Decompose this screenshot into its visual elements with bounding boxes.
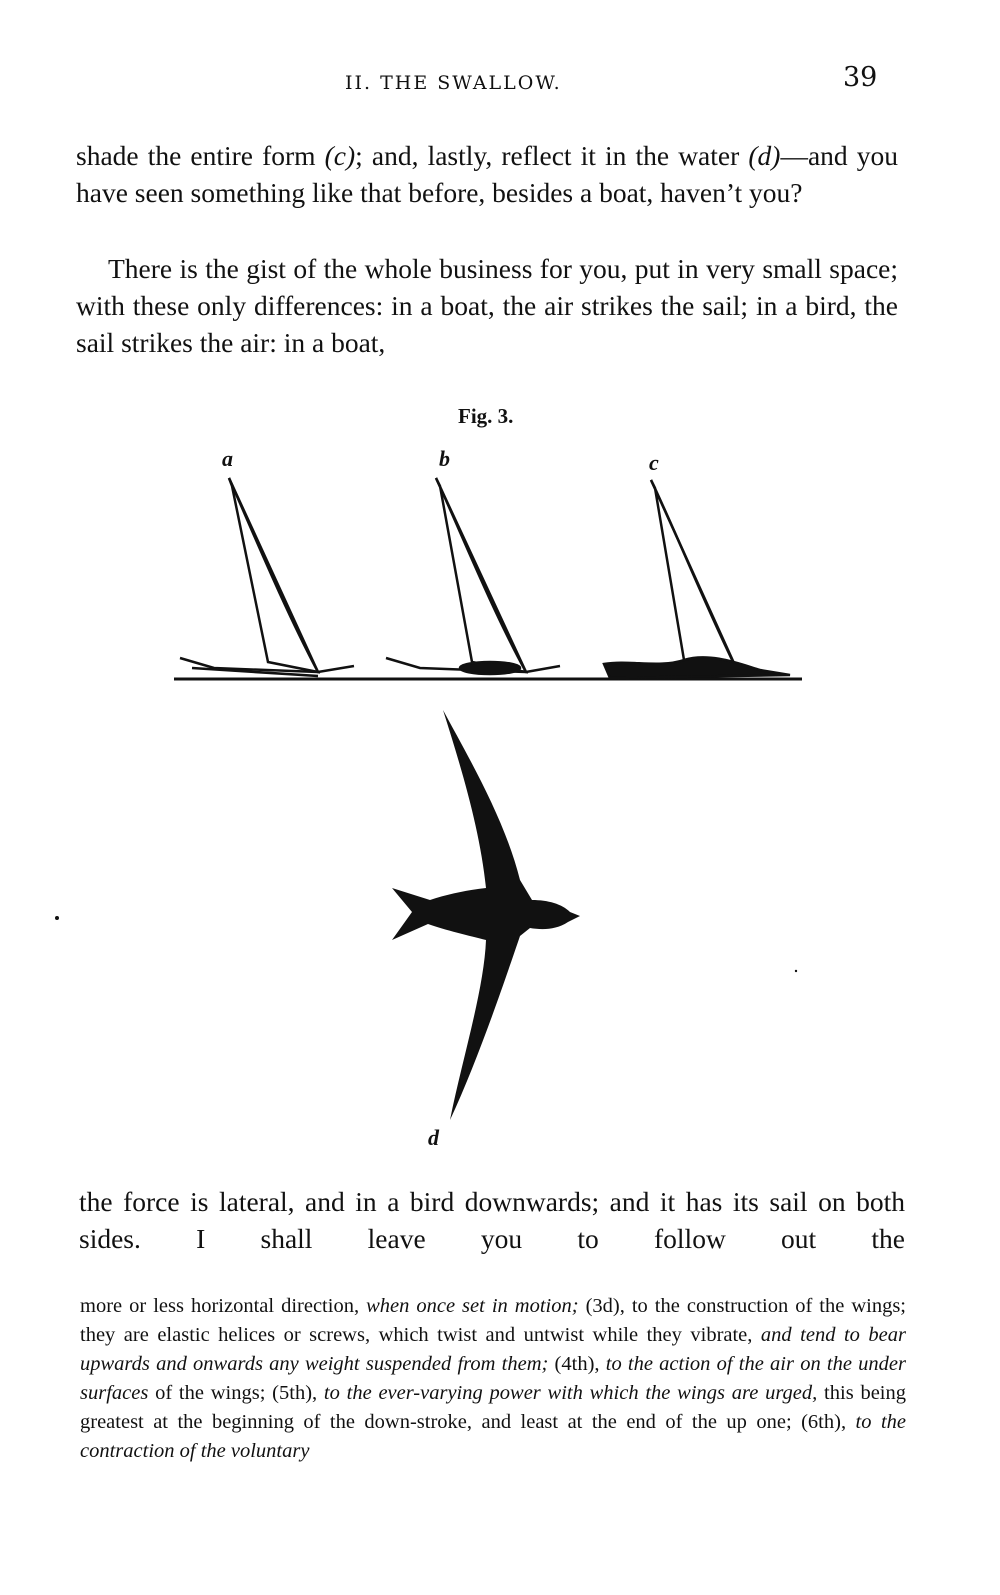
footnote — [80, 1292, 906, 1466]
paragraph-3: the force is lateral, and in a bird downwards; and it has its sail on both sides. I shall leave you to follow out the — [79, 1186, 905, 1254]
footnote-run-italic: and tend to bear upwards and onwards any weight suspended from them; — [80, 1324, 906, 1375]
footnote-run-italic: to the contraction of the voluntary — [80, 1411, 906, 1462]
footnote-run-italic: to the ever-varying power with which the wings are urged, — [323, 1382, 818, 1404]
paragraph-2: There is the gist of the whole business for you, put in very small space; with these only differences: in a boat, the air strikes the sail; in a bird, the sail strikes the air: in a boat, — [76, 253, 898, 358]
figure-caption: Fig. 3. — [458, 404, 514, 428]
footnote-run: of the wings; (5th), — [148, 1382, 324, 1404]
footnote-run: more or less horizontal direction, — [80, 1295, 367, 1317]
figure-label-b: b — [439, 446, 450, 471]
p1-text-2: ; and, lastly, reflect it in the water — [355, 140, 749, 171]
sailboat-b-icon — [386, 478, 560, 674]
figure-label-a: a — [222, 446, 233, 471]
figure-label-c: c — [649, 450, 659, 475]
footnote-run: (3d), to the construction of the wings; they are elastic helices or screws, which twist and untwist while they vibrate, — [80, 1295, 906, 1346]
footnote-run-italic: when once set in motion; — [366, 1295, 579, 1317]
swallow-silhouette-icon — [392, 710, 580, 1120]
page-number: 39 — [843, 62, 878, 93]
footnote-run-italic: to the action of the air on the under surfaces — [80, 1353, 907, 1404]
sailboat-c-icon — [604, 480, 790, 678]
running-head: II. THE SWALLOW. — [345, 72, 562, 94]
footnote-run: (4th), — [548, 1353, 606, 1375]
sailboat-a-icon — [180, 478, 354, 676]
p1-text-3: —and you have seen something like that before, besides a boat, haven’t you? — [76, 140, 898, 208]
p1-ref-c: (c) — [324, 140, 356, 171]
footnote-run: this being greatest at the beginning of the down-stroke, and least at the end of the up one; (6th), — [80, 1382, 906, 1433]
figure-label-d: d — [428, 1125, 439, 1150]
p1-text-1: shade the entire form — [76, 140, 325, 171]
p1-ref-d: (d) — [748, 140, 781, 171]
